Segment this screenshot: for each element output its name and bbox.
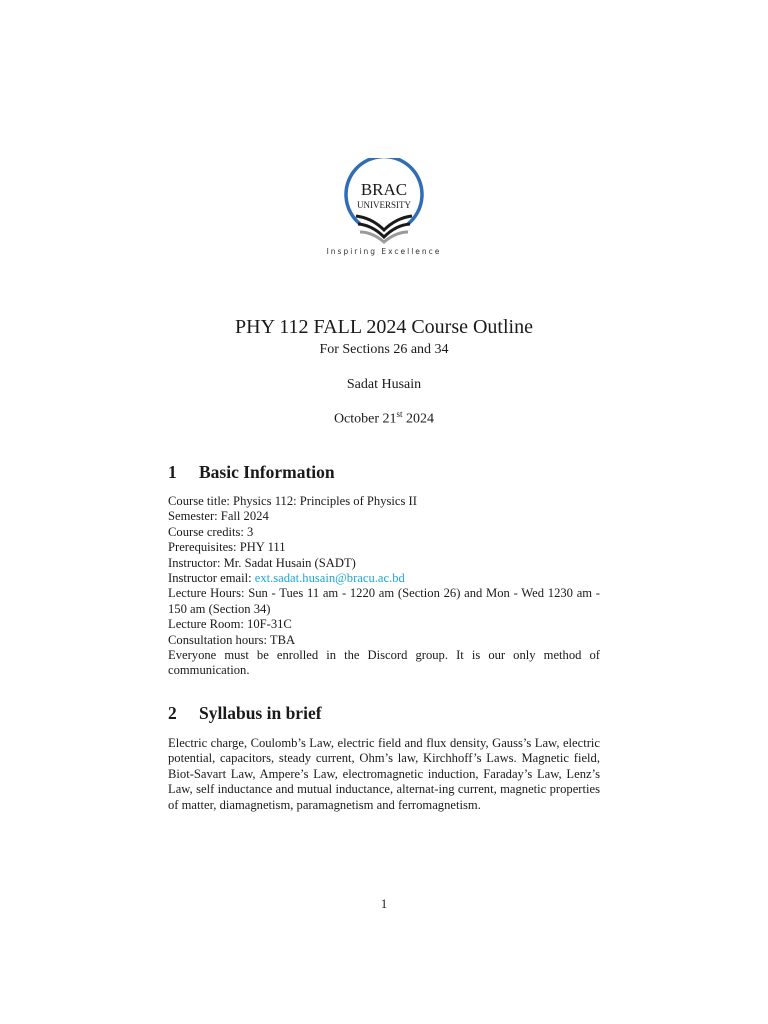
section-number: 2 xyxy=(168,703,177,723)
section-title: Syllabus in brief xyxy=(199,703,322,723)
discord-note: Everyone must be enrolled in the Discord group. It is our only method of communication. xyxy=(168,648,600,678)
lecture-room-line: Lecture Room: 10F-31C xyxy=(168,617,292,632)
lecture-hours-line: Lecture Hours: Sun - Tues 11 am - 1220 am (Section 26) and Mon - Wed 1230 am - 150 am (Section 34) xyxy=(168,586,600,616)
date-prefix: October 21 xyxy=(333,411,397,427)
email-label: Instructor email: xyxy=(168,571,255,586)
basic-information-block xyxy=(168,494,600,679)
syllabus-paragraph: Electric charge, Coulomb’s Law, electric field and flux density, Gauss’s Law, electric potential, capacitors, steady current, Ohm’s law, Kirchhoff’s Laws. Magnetic field, Biot-Savart Law, Ampere’s Law, electromagnetic induction, Faraday’s Law, Lenz’s Law, self inductance and mutual inductance, alternat-ing current, magnetic properties of matter, diamagnetism, paramagnetism and ferromagnetism. xyxy=(168,736,600,812)
document-title: PHY 112 FALL 2024 Course Outline xyxy=(235,316,533,338)
logo-university-text: UNIVERSITY xyxy=(357,200,411,210)
semester-line: Semester: Fall 2024 xyxy=(168,509,269,524)
section-heading-basic-information xyxy=(168,462,335,483)
section-heading-syllabus xyxy=(168,703,322,724)
page-number: 1 xyxy=(380,897,388,911)
credits-line: Course credits: 3 xyxy=(168,524,254,539)
document-date xyxy=(0,409,768,428)
document-subtitle: For Sections 26 and 34 xyxy=(319,342,449,357)
logo-tagline: Inspiring Excellence xyxy=(326,247,442,256)
logo-brac-text: BRAC xyxy=(360,180,408,199)
prerequisites-line: Prerequisites: PHY 111 xyxy=(168,540,286,555)
document-author: Sadat Husain xyxy=(346,377,422,392)
instructor-email-link[interactable]: ext.sadat.husain@bracu.ac.bd xyxy=(254,571,405,586)
instructor-email-line xyxy=(168,571,600,586)
section-title: Basic Information xyxy=(199,462,335,482)
brac-university-logo xyxy=(330,158,438,258)
date-year: 2024 xyxy=(402,411,435,427)
date-ordinal: st xyxy=(396,409,403,419)
course-title-line: Course title: Physics 112: Principles of Physics II xyxy=(168,494,417,508)
section-number: 1 xyxy=(168,462,177,482)
instructor-line: Instructor: Mr. Sadat Husain (SADT) xyxy=(168,555,356,570)
consultation-hours-line: Consultation hours: TBA xyxy=(168,632,296,647)
